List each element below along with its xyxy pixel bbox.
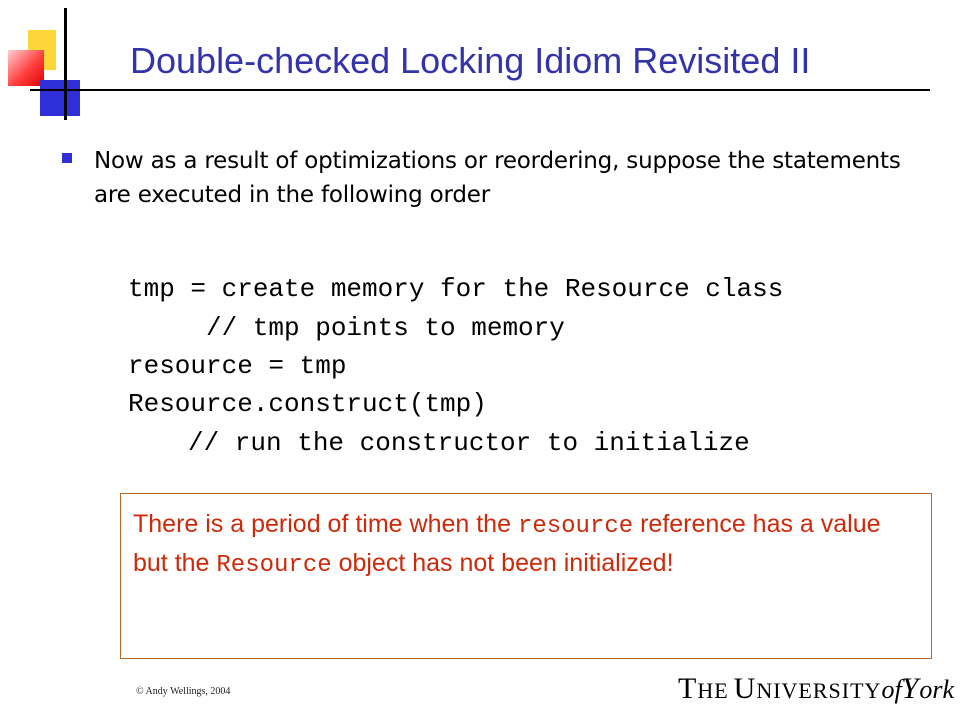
callout-box — [120, 493, 932, 659]
logo-blue-square — [40, 80, 80, 116]
code-line: resource = tmp — [128, 351, 347, 381]
code-line: tmp = create memory for the Resource class — [128, 274, 784, 304]
logo-vertical-line — [64, 8, 67, 120]
code-comment-line: // tmp points to memory — [206, 313, 565, 343]
logo-red-square — [8, 50, 44, 86]
callout-code-Resource: Resource — [216, 552, 332, 579]
callout-code-resource: resource — [517, 513, 634, 540]
code-line: Resource.construct(tmp) — [128, 389, 487, 419]
title-underline — [30, 89, 930, 91]
code-comment-line: // run the constructor to initialize — [188, 428, 750, 458]
university-of-york-logo: THE UNIVERSITYofYork — [678, 672, 955, 705]
callout-text: object has not been initialized! — [331, 549, 674, 577]
bullet-square-icon — [62, 153, 72, 163]
slide-title: Double-checked Locking Idiom Revisited II — [130, 40, 811, 81]
callout-text: reference has a value but the — [133, 510, 881, 577]
copyright-text: © Andy Wellings, 2004 — [136, 686, 231, 697]
bullet-text: Now as a result of optimizations or reordering, suppose the statements are executed in the following order — [94, 148, 901, 208]
callout-text: There is a period of time when the — [133, 510, 518, 538]
